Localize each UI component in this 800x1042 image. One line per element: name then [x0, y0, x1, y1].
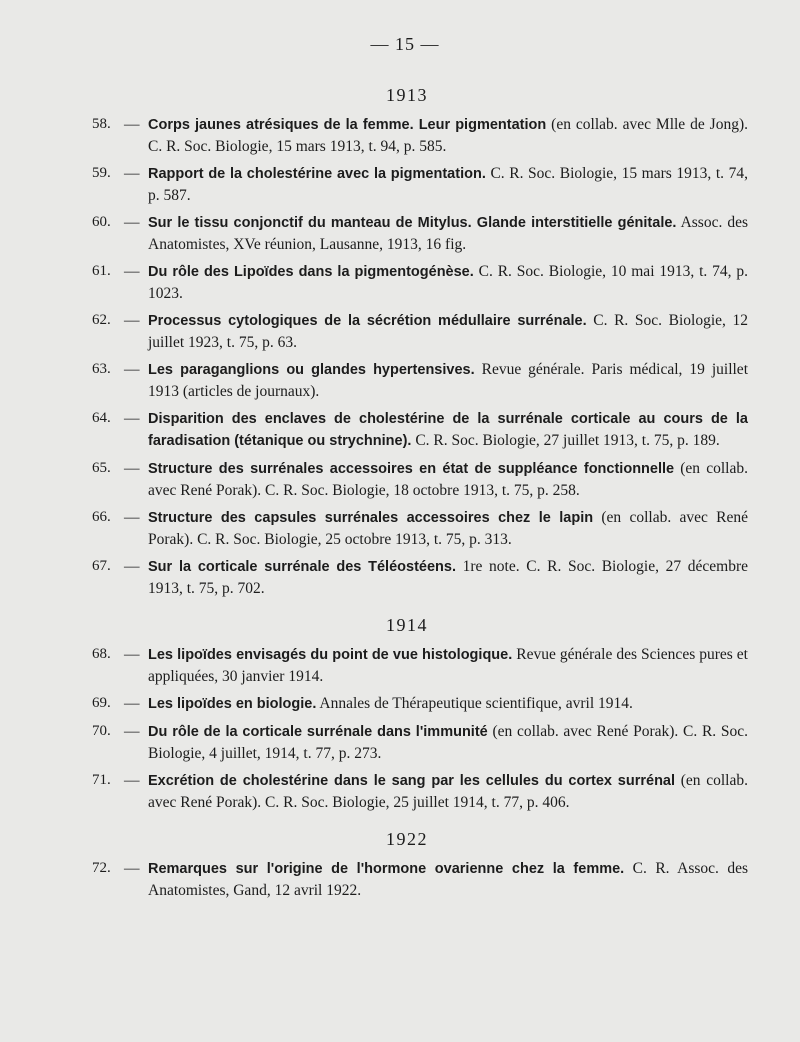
- entry-title: Sur le tissu conjonctif du manteau de Mitylus. Glande interstitielle génitale.: [148, 215, 677, 231]
- entry-citation: C. R. Soc. Biologie, 15 mars 1913, t. 74, p. 587.: [148, 165, 749, 204]
- entry-number: 67.: [92, 558, 111, 574]
- entry-number: 59.: [92, 165, 111, 181]
- entry-number: 61.: [92, 263, 111, 279]
- entry-number: 62.: [92, 312, 111, 328]
- entry-dash: —: [124, 214, 140, 231]
- page-number: — 15 —: [370, 34, 440, 54]
- year-section-1913: [0, 85, 800, 599]
- bibliography-entry: [0, 163, 800, 206]
- entry-citation: C. R. Soc. Biologie, 27 juillet 1913, t. 75, p. 189.: [411, 432, 720, 449]
- year-section-1914: [0, 615, 800, 813]
- entry-number: 68.: [92, 646, 111, 662]
- entry-number: 71.: [92, 772, 111, 788]
- entry-number: 64.: [92, 410, 111, 426]
- entry-title: Structure des capsules surrénales accessoires chez le lapin: [148, 510, 594, 526]
- entry-number: 60.: [92, 214, 111, 230]
- entry-citation: Assoc. des Anatomistes, XVe réunion, Lausanne, 1913, 16 fig.: [148, 214, 748, 253]
- entry-number: 65.: [92, 460, 111, 476]
- entry-title: Rapport de la cholestérine avec la pigmentation.: [148, 166, 486, 182]
- bibliography-entry: [0, 556, 800, 599]
- entry-citation: (en collab. avec René Porak). C. R. Soc. Biologie, 4 juillet, 1914, t. 77, p. 273.: [148, 723, 748, 762]
- entry-citation: (en collab. avec René Porak). C. R. Soc. Biologie, 25 octobre 1913, t. 75, p. 313.: [148, 509, 749, 548]
- entry-number: 72.: [92, 860, 111, 876]
- entry-citation: C. R. Soc. Biologie, 10 mai 1913, t. 74, p. 1023.: [148, 263, 748, 302]
- entry-citation: Revue générale. Paris médical, 19 juillet 1913 (articles de journaux).: [148, 361, 748, 400]
- entry-dash: —: [124, 772, 140, 789]
- bibliography-entry: [0, 770, 800, 813]
- entry-dash: —: [124, 646, 140, 663]
- entry-dash: —: [124, 263, 140, 280]
- bibliography-entry: [0, 693, 800, 715]
- bibliography-entry: [0, 507, 800, 550]
- entry-dash: —: [124, 165, 140, 182]
- bibliography-entry: [0, 310, 800, 353]
- entry-citation: (en collab. avec René Porak). C. R. Soc. Biologie, 18 octobre 1913, t. 75, p. 258.: [148, 460, 748, 499]
- bibliography-entry: [0, 721, 800, 764]
- entry-dash: —: [124, 116, 140, 133]
- entry-title: Du rôle de la corticale surrénale dans l'immunité: [148, 724, 488, 740]
- entry-title: Du rôle des Lipoïdes dans la pigmentogénèse.: [148, 264, 474, 280]
- bibliography-entry: [0, 408, 800, 452]
- entry-dash: —: [124, 312, 140, 329]
- entry-dash: —: [124, 460, 140, 477]
- entry-dash: —: [124, 509, 140, 526]
- entry-title: Excrétion de cholestérine dans le sang par les cellules du cortex surrénal: [148, 773, 676, 789]
- entry-title: Les paraganglions ou glandes hypertensives.: [148, 362, 475, 378]
- bibliography-entry: [0, 458, 800, 501]
- entry-citation: Annales de Thérapeutique scientifique, avril 1914.: [316, 695, 633, 712]
- bibliography-entry: [0, 858, 800, 901]
- entry-dash: —: [124, 695, 140, 712]
- bibliography-entry: [0, 261, 800, 304]
- year-section-1922: [0, 829, 800, 901]
- entry-title: Les lipoïdes envisagés du point de vue histologique.: [148, 647, 513, 663]
- entry-dash: —: [124, 410, 140, 427]
- entry-dash: —: [124, 558, 140, 575]
- entry-number: 69.: [92, 695, 111, 711]
- entry-citation: Revue générale des Sciences pures et appliquées, 30 janvier 1914.: [148, 646, 748, 685]
- entry-number: 58.: [92, 116, 111, 132]
- entry-title: Corps jaunes atrésiques de la femme. Leur pigmentation: [148, 117, 547, 133]
- year-heading: 1922: [386, 829, 428, 849]
- entry-citation: C. R. Soc. Biologie, 12 juillet 1923, t. 75, p. 63.: [148, 312, 748, 351]
- entry-citation: C. R. Assoc. des Anatomistes, Gand, 12 avril 1922.: [148, 860, 748, 899]
- year-heading: 1914: [386, 615, 428, 635]
- bibliography-entry: [0, 359, 800, 402]
- entry-title: Processus cytologiques de la sécrétion médullaire surrénale.: [148, 313, 587, 329]
- entry-number: 63.: [92, 361, 111, 377]
- entry-title: Disparition des enclaves de cholestérine de la surrénale corticale au cours de la faradisation (tétanique ou strychnine).: [148, 411, 748, 449]
- entry-dash: —: [124, 723, 140, 740]
- entry-dash: —: [124, 860, 140, 877]
- entry-citation: 1re note. C. R. Soc. Biologie, 27 décembre 1913, t. 75, p. 702.: [148, 558, 748, 597]
- entry-number: 66.: [92, 509, 111, 525]
- year-heading: 1913: [386, 85, 428, 105]
- bibliography-entry: [0, 212, 800, 255]
- entry-title: Structure des surrénales accessoires en état de suppléance fonctionnelle: [148, 461, 675, 477]
- entry-title: Sur la corticale surrénale des Téléostéens.: [148, 559, 456, 575]
- entry-title: Remarques sur l'origine de l'hormone ovarienne chez la femme.: [148, 861, 625, 877]
- entry-dash: —: [124, 361, 140, 378]
- entry-number: 70.: [92, 723, 111, 739]
- entry-title: Les lipoïdes en biologie.: [148, 696, 317, 712]
- bibliography-entry: [0, 114, 800, 157]
- entry-citation: (en collab. avec Mlle de Jong). C. R. Soc. Biologie, 15 mars 1913, t. 94, p. 585.: [148, 116, 749, 155]
- entry-citation: (en collab. avec René Porak). C. R. Soc. Biologie, 25 juillet 1914, t. 77, p. 406.: [148, 772, 748, 811]
- bibliography-entry: [0, 644, 800, 687]
